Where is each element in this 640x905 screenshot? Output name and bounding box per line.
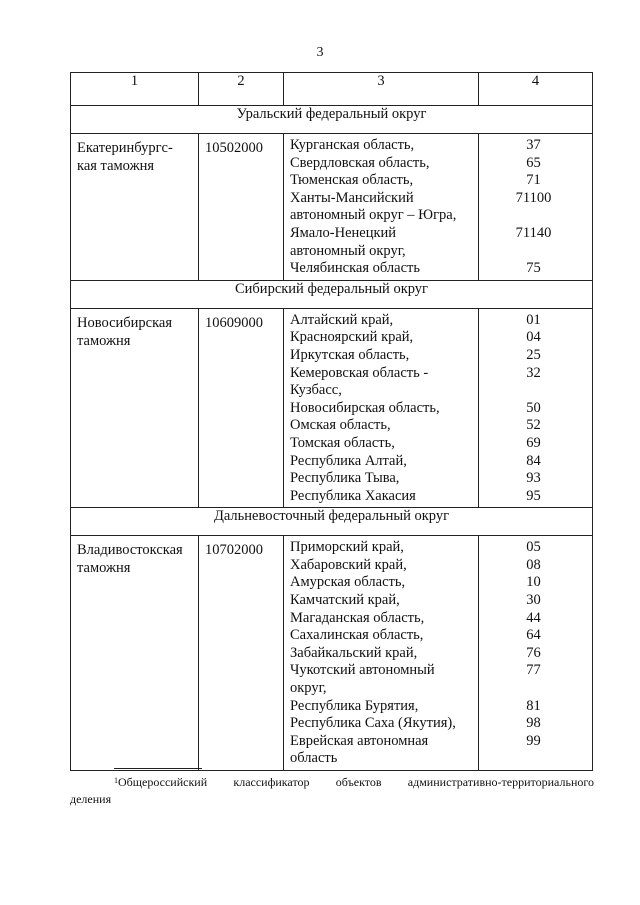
okato-code: 98 (526, 715, 541, 732)
subject-line: Курганская область, (290, 137, 415, 153)
okato-code: 52 (526, 417, 541, 434)
federal-subjects (284, 308, 479, 508)
subject-line: Тюменская область, (290, 172, 414, 189)
subject-line: Республика Саха (Якутия), (290, 715, 456, 732)
subject-line: автономный округ, (290, 242, 406, 259)
region-row (71, 508, 593, 536)
subject-line: Чукотский автономный (290, 662, 435, 679)
customs-office-row (71, 134, 593, 281)
okato-code: 50 (526, 399, 541, 416)
subject-line: Красноярский край, (290, 329, 414, 346)
okato-code (479, 750, 588, 768)
column-header-4: 4 (479, 73, 593, 106)
customs-code: 10702000 (199, 536, 284, 771)
subject-line: Магаданская область, (290, 609, 425, 626)
subject-line: Ямало-Ненецкий (290, 224, 397, 241)
okato-code: 76 (526, 644, 541, 661)
footnote-text-line2: деления (70, 792, 112, 806)
okato-codes (479, 134, 593, 281)
okato-code: 71100 (515, 189, 552, 206)
footnote (114, 774, 594, 791)
subject-line: автономный округ – Югра, (290, 207, 457, 224)
okato-code: 44 (526, 609, 541, 626)
customs-code: 10609000 (199, 308, 284, 508)
office-name-line: Владивостокская (77, 542, 183, 559)
subject-line: Сахалинская область, (290, 627, 424, 644)
okato-code: 65 (526, 154, 541, 171)
footnote-text-line1: Общероссийский классификатор объектов административно-территориального (118, 775, 594, 789)
subject-line: Иркутская область, (290, 346, 410, 363)
customs-table (70, 72, 593, 771)
subject-line: Омская область, (290, 417, 391, 434)
table-header-row (71, 73, 593, 106)
subject-line: Ханты-Мансийский (290, 189, 414, 206)
office-name-line: кая таможня (77, 158, 155, 174)
column-header-2: 2 (199, 73, 284, 106)
subject-line: Свердловская область, (290, 154, 430, 171)
subject-line: Республика Бурятия, (290, 697, 419, 714)
customs-office-row (71, 536, 593, 771)
office-name-line: Екатеринбургс- (77, 140, 173, 156)
subject-line: Хабаровский край, (290, 556, 407, 573)
okato-code: 84 (526, 452, 541, 469)
customs-office-name (71, 134, 199, 281)
column-header-1: 1 (71, 73, 199, 106)
okato-code: 30 (526, 592, 541, 609)
customs-office-name (71, 308, 199, 508)
footnote-marker: 1 (114, 776, 118, 785)
subject-line: область (290, 750, 338, 767)
okato-code: 71140 (515, 224, 552, 241)
okato-code: 37 (526, 137, 541, 153)
subject-line: округ, (290, 680, 327, 697)
okato-code: 04 (526, 329, 541, 346)
okato-code: 77 (526, 662, 541, 679)
subject-line: Еврейская автономная (290, 732, 429, 749)
okato-code: 93 (526, 470, 541, 487)
okato-code (479, 382, 588, 400)
customs-code: 10502000 (199, 134, 284, 281)
okato-code: 32 (526, 364, 541, 381)
subject-line: Забайкальский край, (290, 644, 418, 661)
federal-subjects (284, 536, 479, 771)
okato-code (479, 207, 588, 225)
federal-subjects (284, 134, 479, 281)
region-title: Сибирский федеральный округ (71, 280, 593, 308)
region-row (71, 280, 593, 308)
subject-line: Челябинская область (290, 260, 420, 277)
subject-line: Кузбасс, (290, 382, 342, 399)
column-header-3: 3 (284, 73, 479, 106)
subject-line: Республика Алтай, (290, 452, 407, 469)
subject-line: Новосибирская область, (290, 399, 440, 416)
okato-code: 01 (526, 311, 541, 328)
customs-office-row (71, 308, 593, 508)
okato-codes (479, 308, 593, 508)
subject-line: Амурская область, (290, 574, 406, 591)
region-title: Уральский федеральный округ (71, 106, 593, 134)
subject-line: Приморский край, (290, 539, 404, 556)
okato-code: 64 (526, 627, 541, 644)
okato-code: 08 (526, 556, 541, 573)
subject-line: Кемеровская область - (290, 364, 429, 381)
okato-codes (479, 536, 593, 771)
office-name-line: таможня (77, 332, 131, 349)
okato-code: 25 (526, 346, 541, 363)
okato-code: 81 (526, 697, 541, 714)
okato-code: 10 (526, 574, 541, 591)
office-name-line: таможня (77, 560, 131, 577)
customs-office-name (71, 536, 199, 771)
page-number: 3 (316, 45, 324, 60)
okato-code: 99 (526, 732, 541, 749)
okato-code: 69 (526, 434, 541, 451)
subject-line: Камчатский край, (290, 592, 400, 609)
okato-code: 75 (526, 260, 541, 277)
subject-line: Республика Тыва, (290, 470, 400, 487)
okato-code: 05 (526, 539, 541, 556)
region-row (71, 106, 593, 134)
okato-code (479, 243, 588, 261)
region-title: Дальневосточный федеральный округ (71, 508, 593, 536)
subject-line: Республика Хакасия (290, 487, 416, 504)
okato-code (479, 680, 588, 698)
footnote-divider (114, 768, 202, 769)
subject-line: Алтайский край, (290, 311, 394, 328)
office-name-line: Новосибирская (77, 314, 173, 331)
okato-code: 71 (526, 172, 541, 189)
okato-code: 95 (526, 487, 541, 504)
subject-line: Томская область, (290, 434, 395, 451)
